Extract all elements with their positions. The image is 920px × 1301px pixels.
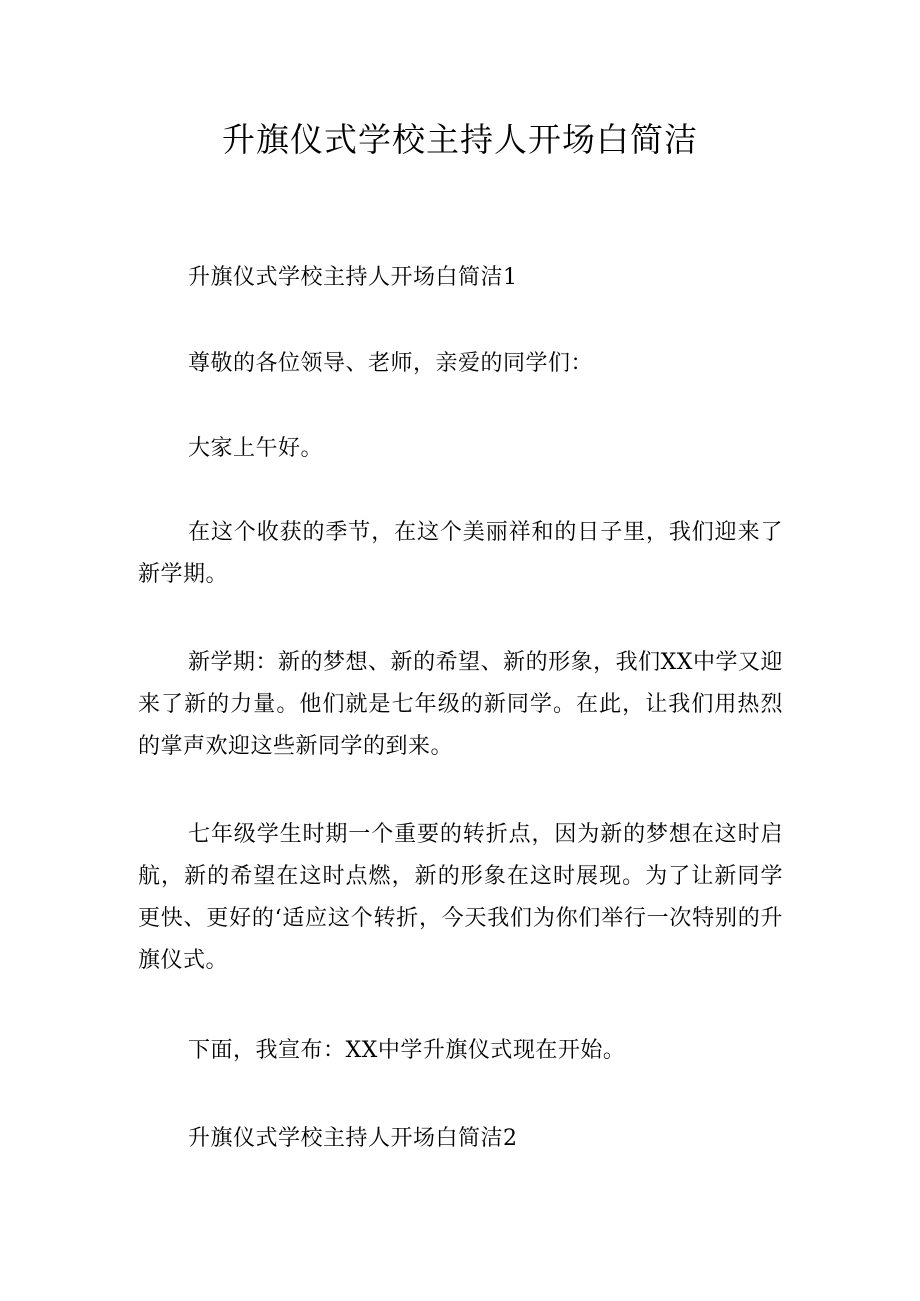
section-heading-2: 升旗仪式学校主持人开场白简洁2	[188, 1126, 518, 1151]
turning-point-paragraph: 七年级学生时期一个重要的转折点，因为新的梦想在这时启航，新的希望在这时点燃，新的形象在这时展现。为了让新同学更快、更好的‘适应这个转折，今天我们为你们举行一次特别的升旗仪式。	[138, 822, 783, 973]
announcement-paragraph: 下面，我宣布：XX中学升旗仪式现在开始。	[188, 1038, 626, 1063]
new-semester-paragraph: 在这个收获的季节，在这个美丽祥和的日子里，我们迎来了新学期。	[138, 520, 783, 587]
greeting-paragraph: 尊敬的各位领导、老师，亲爱的同学们：	[188, 351, 594, 376]
section-heading-1: 升旗仪式学校主持人开场白简洁1	[188, 265, 518, 290]
morning-greeting-paragraph: 大家上午好。	[188, 436, 324, 461]
document-title: 升旗仪式学校主持人开场白简洁	[222, 120, 698, 159]
new-students-paragraph: 新学期：新的梦想、新的希望、新的形象，我们XX中学又迎来了新的力量。他们就是七年级的新同学。在此，让我们用热烈的掌声欢迎这些新同学的到来。	[138, 650, 783, 759]
